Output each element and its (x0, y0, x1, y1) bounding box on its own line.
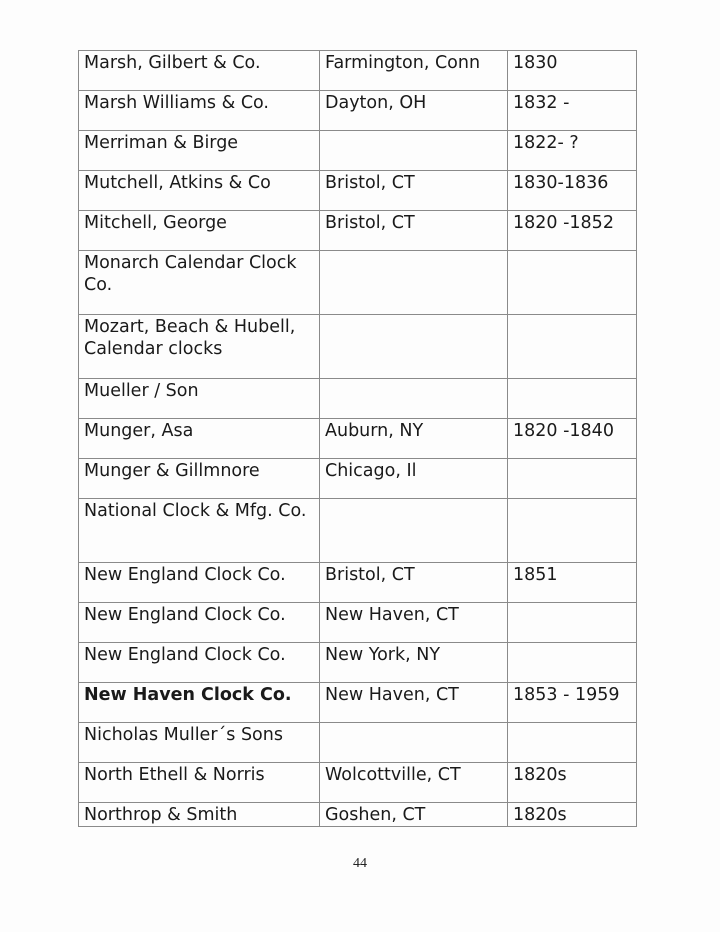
years-cell: 1822- ? (508, 131, 637, 171)
years-cell (508, 643, 637, 683)
maker-name-cell: New England Clock Co. (79, 563, 320, 603)
table-row (79, 763, 637, 803)
maker-name-cell: Nicholas Muller´s Sons (79, 723, 320, 763)
table-row (79, 171, 637, 211)
table-row (79, 379, 637, 419)
years-cell (508, 603, 637, 643)
maker-name-cell: Marsh Williams & Co. (79, 91, 320, 131)
location-cell (320, 379, 508, 419)
years-cell (508, 315, 637, 379)
years-cell: 1820s (508, 803, 637, 827)
table-row (79, 251, 637, 315)
years-cell: 1832 - (508, 91, 637, 131)
location-cell (320, 499, 508, 563)
maker-name-cell: Mozart, Beach & Hubell, Calendar clocks (79, 315, 320, 379)
table-row (79, 91, 637, 131)
table-row (79, 723, 637, 763)
maker-name-cell: Marsh, Gilbert & Co. (79, 51, 320, 91)
years-cell: 1820 -1840 (508, 419, 637, 459)
maker-name-cell: Mueller / Son (79, 379, 320, 419)
maker-name-cell: New England Clock Co. (79, 603, 320, 643)
years-cell (508, 459, 637, 499)
table-row (79, 643, 637, 683)
table-row (79, 459, 637, 499)
maker-name-cell: Monarch Calendar Clock Co. (79, 251, 320, 315)
maker-name-cell: Munger, Asa (79, 419, 320, 459)
location-cell: Chicago, Il (320, 459, 508, 499)
page-number: 44 (353, 856, 367, 871)
maker-name-cell: New Haven Clock Co. (79, 683, 320, 723)
maker-name-cell: Mutchell, Atkins & Co (79, 171, 320, 211)
location-cell (320, 723, 508, 763)
table-row (79, 419, 637, 459)
years-cell (508, 723, 637, 763)
years-cell: 1830 (508, 51, 637, 91)
maker-name-cell: Munger & Gillmnore (79, 459, 320, 499)
location-cell: Wolcottville, CT (320, 763, 508, 803)
years-cell: 1820 -1852 (508, 211, 637, 251)
location-cell: Dayton, OH (320, 91, 508, 131)
location-cell: Auburn, NY (320, 419, 508, 459)
years-cell (508, 499, 637, 563)
maker-name-cell: North Ethell & Norris (79, 763, 320, 803)
table-row (79, 803, 637, 827)
maker-name-cell: Merriman & Birge (79, 131, 320, 171)
location-cell: New York, NY (320, 643, 508, 683)
maker-name-cell: Northrop & Smith (79, 803, 320, 827)
table-row (79, 603, 637, 643)
table-row (79, 51, 637, 91)
maker-name-cell: New England Clock Co. (79, 643, 320, 683)
location-cell: Goshen, CT (320, 803, 508, 827)
years-cell (508, 379, 637, 419)
location-cell: Bristol, CT (320, 563, 508, 603)
years-cell: 1830-1836 (508, 171, 637, 211)
table-row (79, 499, 637, 563)
location-cell (320, 251, 508, 315)
table-row (79, 563, 637, 603)
location-cell: Farmington, Conn (320, 51, 508, 91)
years-cell (508, 251, 637, 315)
location-cell: New Haven, CT (320, 603, 508, 643)
years-cell: 1820s (508, 763, 637, 803)
location-cell: Bristol, CT (320, 171, 508, 211)
maker-name-cell: Mitchell, George (79, 211, 320, 251)
clockmakers-table (78, 50, 637, 827)
years-cell: 1853 - 1959 (508, 683, 637, 723)
location-cell (320, 131, 508, 171)
location-cell: New Haven, CT (320, 683, 508, 723)
table-row (79, 315, 637, 379)
location-cell (320, 315, 508, 379)
table-row (79, 131, 637, 171)
location-cell: Bristol, CT (320, 211, 508, 251)
years-cell: 1851 (508, 563, 637, 603)
maker-name-cell: National Clock & Mfg. Co. (79, 499, 320, 563)
table-row (79, 211, 637, 251)
table-row (79, 683, 637, 723)
